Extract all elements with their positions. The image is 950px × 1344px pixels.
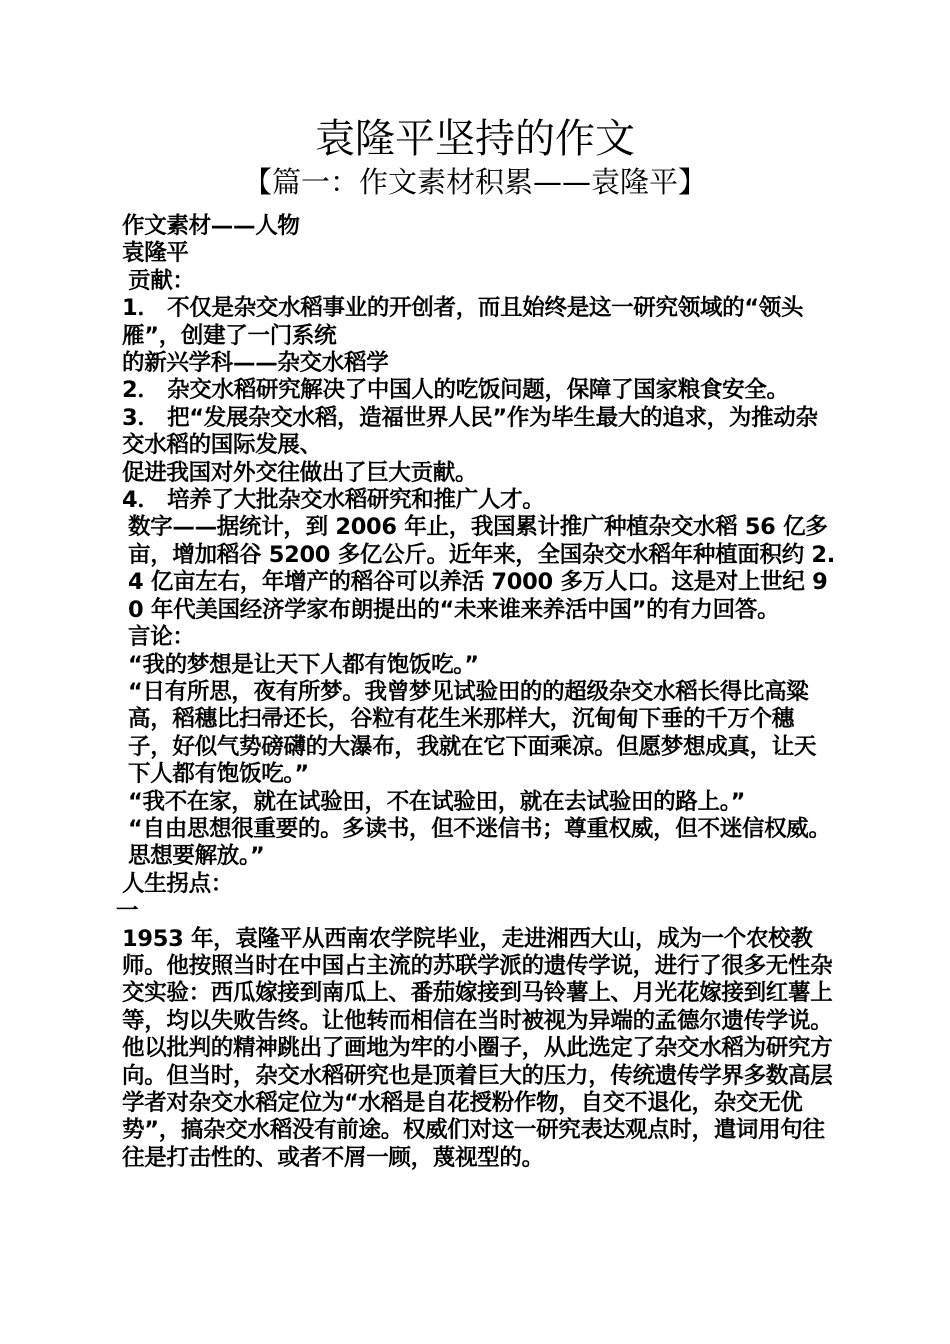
paragraph: 数字——据统计，到 2006 年止，我国累计推广种植杂交水稻 56 亿多亩，增加稻谷 5200 多亿公斤。近年来，全国杂交水稻年种植面积约 2.4 亿亩左右，年增产的稻谷可以养活 7000 多万人口。这是对上世纪 90 年代美国经济学家布朗提出的“未来谁来养活中国”的有力回答。 (128, 514, 836, 623)
document-subtitle: 【篇一：作文素材积累——袁隆平】 (242, 165, 707, 199)
paragraph: “我不在家，就在试验田，不在试验田，就在去试验田的路上。” (128, 788, 746, 815)
paragraph: “自由思想很重要的。多读书，但不迷信书；尊重权威，但不迷信权威。思想要解放。” (128, 815, 831, 870)
paragraph: 3． 把“发展杂交水稻，造福世界人民”作为毕生最大的追求，为推动杂交水稻的国际发展、 (122, 404, 818, 459)
paragraph: 作文素材——人物 (122, 213, 300, 239)
paragraph: 人生拐点： (122, 870, 234, 897)
paragraph: 一 (116, 898, 139, 925)
paragraph: 贡献： (128, 267, 195, 294)
paragraph: “我的梦想是让天下人都有饱饭吃。” (128, 651, 479, 678)
document-body (116, 213, 838, 1172)
paragraph: 2． 杂交水稻研究解决了中国人的吃饭问题，保障了国家粮食安全。 (122, 377, 789, 404)
paragraph: 1953 年，袁隆平从西南农学院毕业，走进湘西大山，成为一个农校教师。他按照当时在中国占主流的苏联学派的遗传学说，进行了很多无性杂交实验：西瓜嫁接到南瓜上、番茄嫁接到马铃薯上、月光花嫁接到红薯上等，均以失败告终。让他转而相信在当时被视为异端的孟德尔遗传学说。他以批判的精神跳出了画地为牢的小圈子，从此选定了杂交水稻为研究方向。但当时，杂交水稻研究也是顶着巨大的压力，传统遗传学界多数高层学者对杂交水稻定位为“水稻是自花授粉作物，自交不退化，杂交无优势”，搞杂交水稻没有前途。权威们对这一研究表达观点时，遣词用句往往是打击性的、或者不屑一顾，蔑视型的。 (122, 925, 833, 1171)
paragraph: “日有所思，夜有所梦。我曾梦见试验田的的超级杂交水稻长得比高粱高，稻穗比扫帚还长，谷粒有花生米那样大，沉甸甸下垂的千万个穗子，好似气势磅礴的大瀑布，我就在它下面乘凉。但愿梦想成真，让天下人都有饱饭吃。” (128, 678, 817, 788)
paragraph: 1． 不仅是杂交水稻事业的开创者，而且始终是这一研究领域的“领头雁”，创建了一门系统 (122, 295, 804, 349)
paragraph: 言论： (128, 624, 195, 651)
paragraph: 袁隆平 (122, 240, 189, 267)
paragraph: 促进我国对外交往做出了巨大贡献。 (122, 459, 478, 486)
paragraph: 4． 培养了大批杂交水稻研究和推广人才。 (122, 487, 545, 514)
paragraph: 的新兴学科——杂交水稻学 (122, 350, 389, 377)
document-title: 袁隆平坚持的作文 (315, 116, 635, 162)
